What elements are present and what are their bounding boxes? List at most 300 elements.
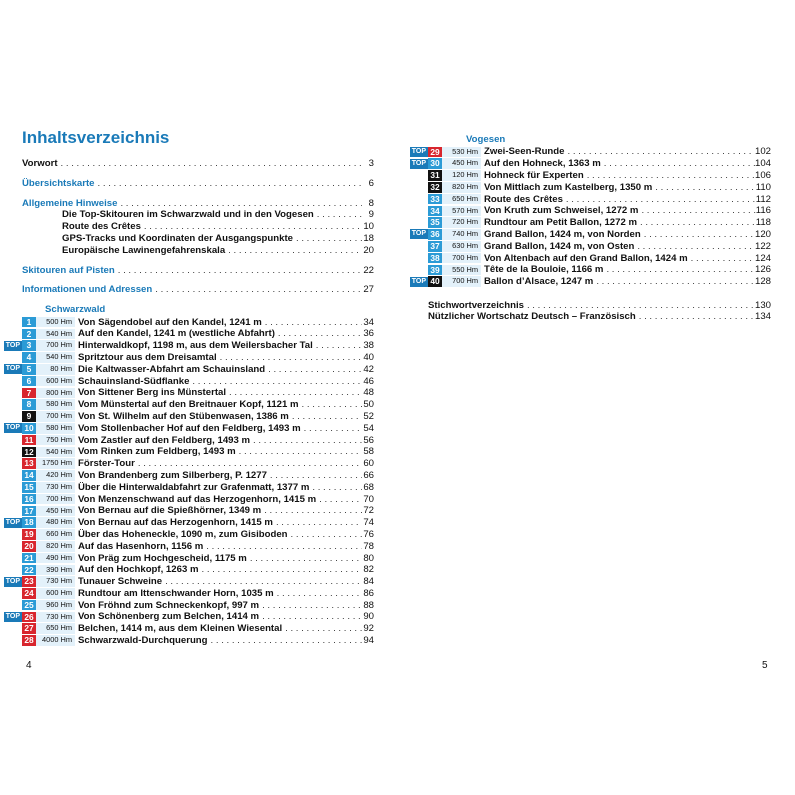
tour-row[interactable] xyxy=(408,170,771,182)
tour-row[interactable] xyxy=(408,158,771,170)
right-page xyxy=(411,134,771,323)
elevation-gain: 700 Hm xyxy=(36,340,75,351)
toc-entry-page: 18 xyxy=(363,232,374,244)
tour-page: 86 xyxy=(363,587,374,599)
elevation-gain: 80 Hm xyxy=(36,364,75,375)
elevation-gain: 600 Hm xyxy=(36,376,75,387)
elevation-gain: 390 Hm xyxy=(36,565,75,576)
elevation-gain: 580 Hm xyxy=(36,423,75,434)
top-tag-slot xyxy=(2,577,22,587)
tour-row[interactable] xyxy=(2,387,374,399)
elevation-gain: 490 Hm xyxy=(36,553,75,564)
elevation-gain: 540 Hm xyxy=(36,352,75,363)
elevation-gain: 740 Hm xyxy=(442,229,481,240)
region-heading-vogesen: Vogesen xyxy=(466,134,506,145)
leader-dots xyxy=(309,482,362,493)
tour-number-badge: 25 xyxy=(22,600,36,611)
leader-dots xyxy=(226,387,362,398)
tour-row[interactable] xyxy=(2,481,374,493)
tour-name: Von Bernau auf das Herzogenhorn, 1415 m xyxy=(78,517,273,529)
tour-row[interactable] xyxy=(2,399,374,411)
tour-number-badge: 18 xyxy=(22,517,36,528)
leader-dots xyxy=(688,253,755,264)
leader-dots xyxy=(58,158,362,169)
toc-entry-label: GPS-Tracks und Koordinaten der Ausgangspunkte xyxy=(62,232,293,244)
elevation-gain: 540 Hm xyxy=(36,447,75,458)
tour-number-badge: 12 xyxy=(22,447,36,458)
toc-entry-wortschatz[interactable] xyxy=(428,311,771,323)
top-tag: TOP xyxy=(411,147,426,155)
elevation-gain: 700 Hm xyxy=(442,253,481,264)
leader-dots xyxy=(565,146,755,157)
elevation-gain: 630 Hm xyxy=(442,241,481,252)
tour-row[interactable] xyxy=(2,470,374,482)
left-page xyxy=(5,128,374,647)
tour-number-badge: 21 xyxy=(22,553,36,564)
tour-name: Belchen, 1414 m, aus dem Kleinen Wiesental xyxy=(78,623,283,635)
tour-page: 66 xyxy=(363,469,374,481)
tour-row[interactable] xyxy=(408,252,771,264)
tour-name: Über die Hinterwaldabfahrt zur Grafenmatt, 1377 m xyxy=(78,481,310,493)
tour-list-vogesen xyxy=(411,146,771,288)
tour-row[interactable] xyxy=(2,540,374,552)
tour-name: Auf das Hasenhorn, 1156 m xyxy=(78,540,204,552)
tour-name: Die Kaltwasser-Abfahrt am Schauinsland xyxy=(78,363,266,375)
tour-row[interactable] xyxy=(408,276,771,288)
tour-page: 46 xyxy=(363,375,374,387)
tour-page: 124 xyxy=(754,252,771,264)
tour-number-badge: 19 xyxy=(22,529,36,540)
toc-entry-uebersichtskarte[interactable] xyxy=(22,178,374,190)
tour-name: Vom Stollenbacher Hof auf den Feldberg, 1493 m xyxy=(78,422,301,434)
leader-dots xyxy=(259,611,362,622)
tour-number-badge: 14 xyxy=(22,470,36,481)
tour-number-badge: 2 xyxy=(22,329,36,340)
top-tag-slot xyxy=(2,364,22,374)
tour-row[interactable] xyxy=(2,411,374,423)
tour-name: Von Bernau auf die Spießhörner, 1349 m xyxy=(78,505,262,517)
tour-page: 122 xyxy=(754,240,771,252)
elevation-gain: 420 Hm xyxy=(36,470,75,481)
toc-entry-hinweise[interactable] xyxy=(22,198,374,210)
elevation-gain: 570 Hm xyxy=(442,206,481,217)
tour-number-badge: 29 xyxy=(428,147,442,158)
elevation-gain: 700 Hm xyxy=(442,276,481,287)
tour-number-badge: 15 xyxy=(22,482,36,493)
elevation-gain: 820 Hm xyxy=(442,182,481,193)
toc-entry-pisten[interactable] xyxy=(22,265,374,277)
toc-entry-page: 10 xyxy=(363,221,374,233)
tour-page: 56 xyxy=(363,434,374,446)
leader-dots xyxy=(524,300,755,311)
leader-dots xyxy=(208,635,362,646)
tour-page: 94 xyxy=(363,635,374,647)
leader-dots xyxy=(135,458,362,469)
toc-entry-page: 134 xyxy=(754,311,771,323)
toc-entry-label: Europäische Lawinengefahrenskala xyxy=(62,244,226,256)
tour-name: Route des Crêtes xyxy=(484,193,563,205)
toc-entry-page: 20 xyxy=(363,244,374,256)
leader-dots xyxy=(274,588,362,599)
leader-dots xyxy=(288,529,362,540)
tour-number-badge: 27 xyxy=(22,623,36,634)
tour-name: Von Schönenberg zum Belchen, 1414 m xyxy=(78,611,260,623)
toc-subentry[interactable] xyxy=(22,209,374,221)
tour-page: 92 xyxy=(363,623,374,635)
tour-number-badge: 6 xyxy=(22,376,36,387)
elevation-gain: 480 Hm xyxy=(36,517,75,528)
elevation-gain: 700 Hm xyxy=(36,494,75,505)
elevation-gain: 450 Hm xyxy=(36,506,75,517)
tour-page: 120 xyxy=(754,228,771,240)
tour-name: Von St. Wilhelm auf den Stübenwasen, 1386 m xyxy=(78,410,289,422)
leader-dots xyxy=(141,221,362,232)
leader-dots xyxy=(652,182,755,193)
region-heading-schwarzwald: Schwarzwald xyxy=(45,304,106,316)
tour-name: Hinterwaldkopf, 1198 m, aus dem Weilersbacher Tal xyxy=(78,340,313,352)
tour-row[interactable] xyxy=(2,599,374,611)
top-tag-slot xyxy=(408,277,428,287)
tour-number-badge: 26 xyxy=(22,612,36,623)
leader-dots xyxy=(282,623,362,634)
tour-page: 104 xyxy=(754,158,771,170)
tour-name: Von Fröhnd zum Schneckenkopf, 997 m xyxy=(78,599,260,611)
tour-number-badge: 40 xyxy=(428,276,442,287)
toc-entry-page: 27 xyxy=(363,284,374,296)
leader-dots xyxy=(259,600,362,611)
elevation-gain: 960 Hm xyxy=(36,600,75,611)
tour-page: 54 xyxy=(363,422,374,434)
tour-number-badge: 31 xyxy=(428,170,442,181)
tour-row[interactable] xyxy=(408,240,771,252)
tour-row[interactable] xyxy=(2,505,374,517)
tour-row[interactable] xyxy=(2,635,374,647)
elevation-gain: 730 Hm xyxy=(36,482,75,493)
elevation-gain: 660 Hm xyxy=(36,529,75,540)
tour-page: 40 xyxy=(363,351,374,363)
toc-subentry[interactable] xyxy=(22,245,374,257)
tour-row[interactable] xyxy=(408,264,771,276)
top-tag: TOP xyxy=(411,277,426,285)
top-tag: TOP xyxy=(411,159,426,167)
top-tag-slot xyxy=(408,147,428,157)
tour-page: 76 xyxy=(363,528,374,540)
tour-row[interactable] xyxy=(2,352,374,364)
leader-dots xyxy=(152,284,362,295)
toc-entry-page: 9 xyxy=(368,209,374,221)
tour-number-badge: 35 xyxy=(428,217,442,228)
tour-page: 110 xyxy=(755,181,771,193)
leader-dots xyxy=(638,205,755,216)
tour-page: 72 xyxy=(363,505,374,517)
tour-name: Spritztour aus dem Dreisamtal xyxy=(78,351,217,363)
tour-name: Von Altenbach auf den Grand Ballon, 1424 m xyxy=(484,252,688,264)
leader-dots xyxy=(289,411,362,422)
leader-dots xyxy=(584,170,755,181)
tour-row[interactable] xyxy=(2,422,374,434)
leader-dots xyxy=(273,517,362,528)
leader-dots xyxy=(603,264,755,275)
toc-entry-label: Route des Crêtes xyxy=(62,221,141,233)
tour-name: Ballon d’Alsace, 1247 m xyxy=(484,276,594,288)
toc-entry-label: Informationen und Adressen xyxy=(22,284,153,296)
leader-dots xyxy=(247,553,362,564)
tour-number-badge: 1 xyxy=(22,317,36,328)
tour-name: Auf den Hochkopf, 1263 m xyxy=(78,564,199,576)
toc-entry-label: Allgemeine Hinweise xyxy=(22,197,118,209)
elevation-gain: 800 Hm xyxy=(36,388,75,399)
leader-dots xyxy=(563,194,756,205)
tour-number-badge: 16 xyxy=(22,494,36,505)
tour-number-badge: 38 xyxy=(428,253,442,264)
tour-row[interactable] xyxy=(2,375,374,387)
tour-name: Auf den Hohneck, 1363 m xyxy=(484,158,601,170)
tour-number-badge: 34 xyxy=(428,206,442,217)
tour-name: Grand Ballon, 1424 m, von Norden xyxy=(484,228,641,240)
tour-row[interactable] xyxy=(2,434,374,446)
tour-name: Tête de la Bouloie, 1166 m xyxy=(484,264,604,276)
tour-row[interactable] xyxy=(2,623,374,635)
top-tag: TOP xyxy=(5,424,20,432)
toc-entry-page: 3 xyxy=(368,158,374,169)
tour-page: 48 xyxy=(363,387,374,399)
leader-dots xyxy=(314,209,362,220)
top-tag: TOP xyxy=(5,518,20,526)
elevation-gain: 650 Hm xyxy=(442,194,481,205)
tour-name: Förster-Tour xyxy=(78,458,135,470)
tour-number-badge: 30 xyxy=(428,158,442,169)
toc-subentry[interactable] xyxy=(22,221,374,233)
tour-number-badge: 7 xyxy=(22,388,36,399)
tour-row[interactable] xyxy=(408,193,771,205)
tour-number-badge: 36 xyxy=(428,229,442,240)
top-tag-slot xyxy=(408,229,428,239)
tour-name: Von Mittlach zum Kastelberg, 1350 m xyxy=(484,181,653,193)
tour-row[interactable] xyxy=(2,446,374,458)
tour-number-badge: 22 xyxy=(22,565,36,576)
toc-entry-page: 22 xyxy=(363,264,374,276)
elevation-gain: 720 Hm xyxy=(442,217,481,228)
tour-page: 106 xyxy=(754,169,771,181)
leader-dots xyxy=(203,541,362,552)
tour-number-badge: 9 xyxy=(22,411,36,422)
leader-dots xyxy=(634,241,755,252)
page-number-right: 5 xyxy=(762,660,768,671)
elevation-gain: 580 Hm xyxy=(36,399,75,410)
tour-name: Von Menzenschwand auf das Herzogenhorn, 1415 m xyxy=(78,493,317,505)
elevation-gain: 540 Hm xyxy=(36,329,75,340)
tour-number-badge: 28 xyxy=(22,635,36,646)
elevation-gain: 650 Hm xyxy=(36,623,75,634)
tour-page: 70 xyxy=(363,493,374,505)
tour-page: 38 xyxy=(363,340,374,352)
tour-name: Schauinsland-Südflanke xyxy=(78,375,190,387)
top-tag: TOP xyxy=(5,365,20,373)
top-tag: TOP xyxy=(411,230,426,238)
leader-dots xyxy=(641,229,755,240)
tour-name: Von Präg zum Hochgescheid, 1175 m xyxy=(78,552,247,564)
tour-row[interactable] xyxy=(408,229,771,241)
tour-page: 50 xyxy=(363,399,374,411)
elevation-gain: 730 Hm xyxy=(36,612,75,623)
elevation-gain: 700 Hm xyxy=(36,411,75,422)
tour-name: Vom Zastler auf den Feldberg, 1493 m xyxy=(78,434,251,446)
tour-number-badge: 32 xyxy=(428,182,442,193)
leader-dots xyxy=(316,494,362,505)
tour-name: Zwei-Seen-Runde xyxy=(484,146,565,158)
tour-page: 60 xyxy=(363,458,374,470)
toc-entry-stichwortverzeichnis[interactable] xyxy=(428,300,771,312)
tour-name: Von Kruth zum Schweisel, 1272 m xyxy=(484,205,639,217)
elevation-gain: 1750 Hm xyxy=(36,458,75,469)
tour-row[interactable] xyxy=(2,458,374,470)
elevation-gain: 600 Hm xyxy=(36,588,75,599)
leader-dots xyxy=(261,505,362,516)
tour-number-badge: 5 xyxy=(22,364,36,375)
tour-page: 90 xyxy=(363,611,374,623)
tour-list-schwarzwald xyxy=(5,316,374,647)
elevation-gain: 500 Hm xyxy=(36,317,75,328)
tour-number-badge: 8 xyxy=(22,399,36,410)
leader-dots xyxy=(198,564,362,575)
tour-row[interactable] xyxy=(2,517,374,529)
tour-row[interactable] xyxy=(408,217,771,229)
leader-dots xyxy=(162,576,362,587)
leader-dots xyxy=(637,217,756,228)
leader-dots xyxy=(275,328,362,339)
leader-dots xyxy=(117,198,362,209)
tour-name: Hohneck für Experten xyxy=(484,169,584,181)
tour-row[interactable] xyxy=(408,146,771,158)
elevation-gain: 120 Hm xyxy=(442,170,481,181)
leader-dots xyxy=(189,376,362,387)
elevation-gain: 4000 Hm xyxy=(36,635,75,646)
tour-page: 52 xyxy=(363,410,374,422)
tour-name: Von Sittener Berg ins Münstertal xyxy=(78,387,227,399)
tour-row[interactable] xyxy=(2,552,374,564)
toc-entry-label: Vorwort xyxy=(22,158,58,169)
leader-dots xyxy=(601,158,755,169)
leader-dots xyxy=(225,245,362,256)
tour-number-badge: 13 xyxy=(22,458,36,469)
leader-dots xyxy=(301,423,362,434)
tour-page: 118 xyxy=(755,217,771,229)
tour-row[interactable] xyxy=(2,316,374,328)
toc-entry-vorwort[interactable] xyxy=(22,158,374,170)
tour-name: Von Sägendobel auf den Kandel, 1241 m xyxy=(78,316,262,328)
tour-row[interactable] xyxy=(2,576,374,588)
page-number-left: 4 xyxy=(26,660,32,671)
tour-row[interactable] xyxy=(2,363,374,375)
tour-number-badge: 24 xyxy=(22,588,36,599)
tour-number-badge: 33 xyxy=(428,194,442,205)
leader-dots xyxy=(636,311,755,322)
leader-dots xyxy=(313,340,362,351)
tour-number-badge: 17 xyxy=(22,506,36,517)
tour-row[interactable] xyxy=(2,611,374,623)
tour-page: 34 xyxy=(363,316,374,328)
top-tag-slot xyxy=(2,612,22,622)
tour-page: 58 xyxy=(363,446,374,458)
toc-entry-page: 6 xyxy=(368,177,374,189)
elevation-gain: 450 Hm xyxy=(442,158,481,169)
tour-page: 102 xyxy=(754,146,771,158)
tour-page: 82 xyxy=(363,564,374,576)
tour-number-badge: 11 xyxy=(22,435,36,446)
page-title: Inhaltsverzeichnis xyxy=(22,128,170,147)
tour-name: Über das Hoheneckle, 1090 m, zum Gisiboden xyxy=(78,528,288,540)
elevation-gain: 750 Hm xyxy=(36,435,75,446)
tour-page: 80 xyxy=(363,552,374,564)
tour-name: Tunauer Schweine xyxy=(78,576,163,588)
top-tag: TOP xyxy=(5,341,20,349)
tour-page: 74 xyxy=(363,517,374,529)
elevation-gain: 820 Hm xyxy=(36,541,75,552)
tour-row[interactable] xyxy=(2,328,374,340)
tour-page: 126 xyxy=(754,264,771,276)
tour-row[interactable] xyxy=(2,493,374,505)
toc-entry-label: Skitouren auf Pisten xyxy=(22,264,115,276)
toc-entry-label: Nützlicher Wortschatz Deutsch – Französisch xyxy=(428,311,636,323)
tour-number-badge: 20 xyxy=(22,541,36,552)
top-tag-slot xyxy=(2,518,22,528)
tour-row[interactable] xyxy=(2,564,374,576)
elevation-gain: 550 Hm xyxy=(442,265,481,276)
tour-row[interactable] xyxy=(2,529,374,541)
tour-page: 68 xyxy=(363,481,374,493)
top-tag: TOP xyxy=(5,577,20,585)
tour-row[interactable] xyxy=(2,340,374,352)
tour-row[interactable] xyxy=(408,205,771,217)
tour-number-badge: 37 xyxy=(428,241,442,252)
toc-entry-label: Die Top-Skitouren im Schwarzwald und in den Vogesen xyxy=(62,209,314,221)
elevation-gain: 730 Hm xyxy=(36,576,75,587)
tour-name: Schwarzwald-Durchquerung xyxy=(78,635,208,647)
tour-number-badge: 3 xyxy=(22,340,36,351)
leader-dots xyxy=(265,364,362,375)
tour-name: Vom Rinken zum Feldberg, 1493 m xyxy=(78,446,236,458)
tour-page: 128 xyxy=(754,276,771,288)
tour-number-badge: 39 xyxy=(428,265,442,276)
leader-dots xyxy=(299,399,362,410)
tour-page: 78 xyxy=(363,540,374,552)
tour-name: Auf den Kandel, 1241 m (westliche Abfahrt) xyxy=(78,328,275,340)
top-tag-slot xyxy=(408,159,428,169)
tour-name: Vom Münstertal auf den Breitnauer Kopf, 1121 m xyxy=(78,399,299,411)
toc-subentry[interactable] xyxy=(22,233,374,245)
tour-number-badge: 4 xyxy=(22,352,36,363)
tour-page: 88 xyxy=(363,599,374,611)
leader-dots xyxy=(236,446,362,457)
toc-entry-page: 8 xyxy=(368,197,374,209)
leader-dots xyxy=(293,233,362,244)
tour-row[interactable] xyxy=(2,588,374,600)
tour-name: Rundtour am Petit Ballon, 1272 m xyxy=(484,217,637,229)
tour-name: Von Brandenberg zum Silberberg, P. 1277 xyxy=(78,469,267,481)
tour-row[interactable] xyxy=(408,181,771,193)
toc-entry-label: Stichwortverzeichnis xyxy=(428,299,524,311)
leader-dots xyxy=(593,276,755,287)
leader-dots xyxy=(217,352,362,363)
top-tag: TOP xyxy=(5,612,20,620)
elevation-gain: 530 Hm xyxy=(442,147,481,158)
toc-entry-informationen[interactable] xyxy=(22,284,374,296)
toc-entry-page: 130 xyxy=(754,299,771,311)
top-tag-slot xyxy=(2,341,22,351)
toc-entry-label: Übersichtskarte xyxy=(22,177,95,189)
tour-number-badge: 10 xyxy=(22,423,36,434)
tour-page: 116 xyxy=(755,205,771,217)
